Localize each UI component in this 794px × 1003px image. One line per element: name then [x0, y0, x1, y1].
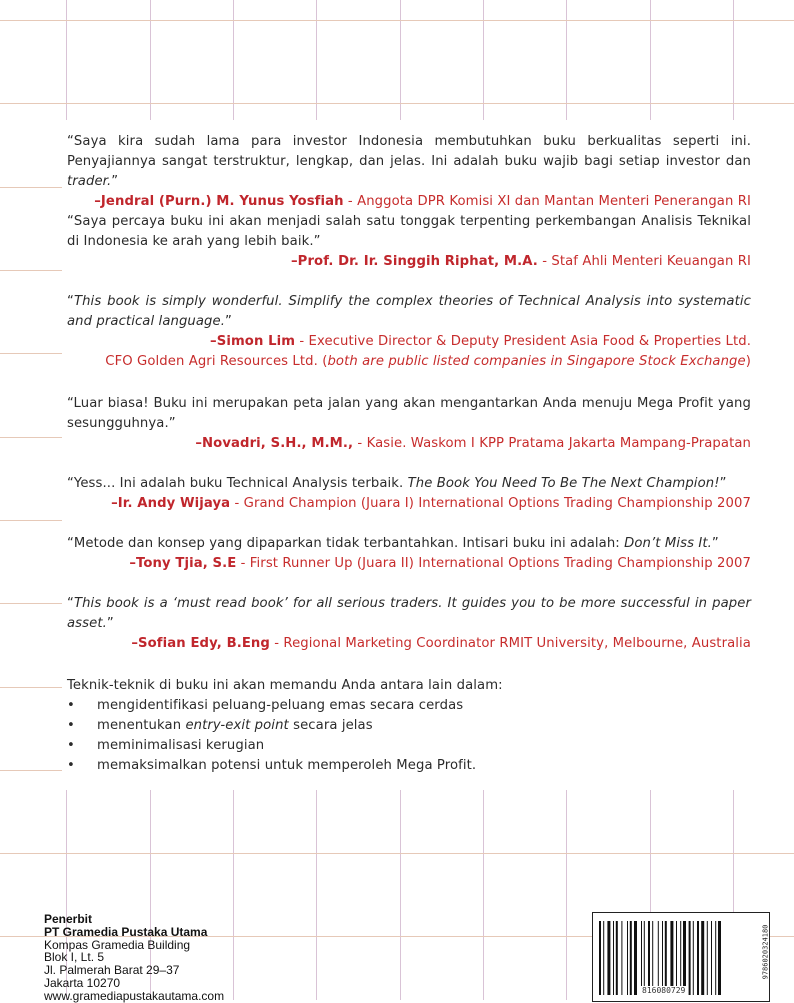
- barcode-bar: [616, 921, 618, 995]
- quote-text: “Saya kira sudah lama para investor Indonesia membutuhkan buku berkualitas seperti ini. Penyajiannya sangat terstruktur, lengkap, dan jelas. Ini adalah buku wajib bagi setiap investor dan: [67, 134, 751, 169]
- testimonial-author-role: - Executive Director & Deputy President Asia Food & Properties Ltd.: [295, 334, 751, 349]
- bullet-icon: •: [67, 698, 75, 713]
- testimonial-author: –Ir. Andy Wijaya: [111, 496, 231, 511]
- testimonial-attribution: [67, 634, 751, 654]
- quote-text: menentukan: [97, 718, 186, 733]
- grid-line: [0, 853, 794, 854]
- role-line2-prefix: CFO Golden Agri Resources Ltd. (: [105, 354, 328, 369]
- testimonial: [67, 474, 751, 514]
- barcode-bar: [652, 921, 653, 995]
- publisher-street: Jl. Palmerah Barat 29–37: [44, 963, 180, 978]
- list-item: [67, 716, 751, 736]
- testimonial-author: –Sofian Edy, B.Eng: [131, 636, 270, 651]
- quote-text: “Yess... Ini adalah buku Technical Analysis terbaik.: [67, 476, 408, 491]
- barcode-bar: [662, 921, 663, 995]
- testimonial-quote: [67, 212, 751, 252]
- testimonial-author: –Jendral (Purn.) M. Yunus Yosfiah: [94, 194, 344, 209]
- barcode-bar: [693, 921, 694, 995]
- testimonial-author: –Simon Lim: [210, 334, 296, 349]
- grid-line: [0, 20, 794, 21]
- testimonial: [67, 394, 751, 454]
- testimonial: [67, 132, 751, 212]
- testimonial-attribution: [67, 554, 751, 574]
- isbn-vertical: [761, 918, 784, 996]
- testimonial-quote: [67, 474, 751, 494]
- testimonial-attribution: [67, 434, 751, 454]
- list-item: [67, 696, 751, 716]
- barcode-number: 816080729: [642, 986, 686, 995]
- testimonial-author-role-line2: [67, 352, 751, 372]
- barcode-bar: [603, 921, 604, 995]
- quote-text: meminimalisasi kerugian: [97, 738, 265, 753]
- testimonial-quote: [67, 594, 751, 634]
- barcode-bar: [689, 921, 691, 995]
- italic-text: trader.: [67, 174, 112, 189]
- barcode-bar: [627, 921, 628, 995]
- testimonial: [67, 292, 751, 372]
- grid-line: [0, 103, 794, 104]
- testimonial-attribution: [67, 192, 751, 212]
- testimonial-author: –Novadri, S.H., M.M.,: [195, 436, 354, 451]
- barcode-bar: [658, 921, 659, 995]
- barcode-bar: [613, 921, 614, 995]
- testimonial-attribution: [67, 494, 751, 514]
- testimonial-attribution: [67, 332, 751, 372]
- publisher-label: Penerbit: [44, 912, 93, 926]
- publisher-website: www.gramediapustakautama.com: [44, 988, 225, 1003]
- italic-text: Don’t Miss It.: [624, 536, 712, 551]
- publisher-name: PT Gramedia Pustaka Utama: [44, 924, 208, 939]
- quote-text: “Metode dan konsep yang dipaparkan tidak terbantahkan. Intisari buku ini adalah:: [67, 536, 625, 551]
- barcode-bar: [676, 921, 677, 995]
- testimonial-quote: [67, 394, 751, 434]
- testimonial-author-role: - Regional Marketing Coordinator RMIT University, Melbourne, Australia: [269, 636, 751, 651]
- isbn-vertical-text: 9786020324180: [761, 924, 770, 980]
- barcode-bar: [630, 921, 632, 995]
- role-line2-italic: both are public listed companies in Singapore Stock Exchange: [327, 354, 746, 369]
- quote-text: “: [67, 294, 74, 309]
- quote-text: ”: [225, 314, 232, 329]
- barcode-bar: [711, 921, 712, 995]
- quote-text: mengidentifikasi peluang-peluang emas secara cerdas: [97, 698, 464, 713]
- quote-text: “Luar biasa! Buku ini merupakan peta jalan yang akan mengantarkan Anda menuju Mega Profit yang sesungguhnya.”: [67, 396, 751, 431]
- barcode-bar: [599, 921, 601, 995]
- role-line2-suffix: ): [745, 354, 751, 369]
- testimonial-attribution: [67, 252, 751, 272]
- quote-text: ”: [111, 174, 119, 189]
- testimonial-author-role: - First Runner Up (Juara II) International Options Trading Championship 2007: [236, 556, 751, 571]
- quote-text: “: [67, 596, 74, 611]
- techniques-list: [67, 696, 751, 776]
- bullet-icon: •: [67, 738, 75, 753]
- list-item: [67, 756, 751, 776]
- barcode-bar: [670, 921, 673, 995]
- bullet-icon: •: [67, 758, 75, 773]
- publisher-info: [44, 913, 224, 1003]
- barcode-bar: [707, 921, 708, 995]
- testimonial-author: –Prof. Dr. Ir. Singgih Riphat, M.A.: [290, 254, 538, 269]
- quote-text: “Saya percaya buku ini akan menjadi salah satu tonggak terpenting perkembangan Analisis Teknikal di Indonesia ke arah yang lebih baik.”: [67, 214, 751, 249]
- barcode-bars: [599, 921, 759, 995]
- barcode-bar: [697, 921, 699, 995]
- barcode-bar: [718, 921, 721, 995]
- testimonial-quote: [67, 534, 751, 554]
- italic-text: This book is simply wonderful. Simplify the complex theories of Technical Analysis into systematic and practical language.: [67, 294, 751, 329]
- barcode-bar: [641, 921, 642, 995]
- techniques-intro: Teknik-teknik di buku ini akan memandu Anda antara lain dalam:: [67, 678, 503, 693]
- barcode-bar: [665, 921, 667, 995]
- barcode-bar: [648, 921, 650, 995]
- quote-text: secara jelas: [288, 718, 373, 733]
- testimonial-author-role: - Kasie. Waskom I KPP Pratama Jakarta Mampang-Prapatan: [353, 436, 751, 451]
- barcode-bar: [607, 921, 610, 995]
- barcode-bar: [644, 921, 645, 995]
- italic-text: entry-exit point: [185, 718, 289, 733]
- quote-text: ”: [711, 536, 719, 551]
- testimonial-quote: [67, 292, 751, 332]
- testimonial-author-role: - Anggota DPR Komisi XI dan Mantan Menteri Penerangan RI: [343, 194, 751, 209]
- testimonial-quote: [67, 132, 751, 192]
- barcode-bar: [683, 921, 686, 995]
- list-item: [67, 736, 751, 756]
- testimonial-author-role: - Staf Ahli Menteri Keuangan RI: [537, 254, 751, 269]
- barcode-bar: [634, 921, 637, 995]
- testimonial-author: –Tony Tjia, S.E: [129, 556, 237, 571]
- testimonial: [67, 594, 751, 654]
- publisher-block: Blok I, Lt. 5: [44, 950, 105, 965]
- italic-text: The Book You Need To Be The Next Champion!: [407, 476, 720, 491]
- quote-text: ”: [106, 616, 114, 631]
- bullet-icon: •: [67, 718, 75, 733]
- testimonial: [67, 534, 751, 574]
- quote-text: memaksimalkan potensi untuk memperoleh Mega Profit.: [97, 758, 477, 773]
- barcode-bar: [680, 921, 681, 995]
- techniques-section: [67, 676, 751, 776]
- barcode-bar: [715, 921, 716, 995]
- barcode-bar: [701, 921, 704, 995]
- testimonial-author-role: - Grand Champion (Juara I) International Options Trading Championship 2007: [230, 496, 751, 511]
- italic-text: This book is a ‘must read book’ for all serious traders. It guides you to be more successful in paper asset.: [67, 596, 751, 631]
- publisher-building: Kompas Gramedia Building: [44, 937, 191, 952]
- publisher-city: Jakarta 10270: [44, 975, 121, 990]
- quote-text: ”: [719, 476, 727, 491]
- testimonial: [67, 212, 751, 272]
- barcode-bar: [621, 921, 622, 995]
